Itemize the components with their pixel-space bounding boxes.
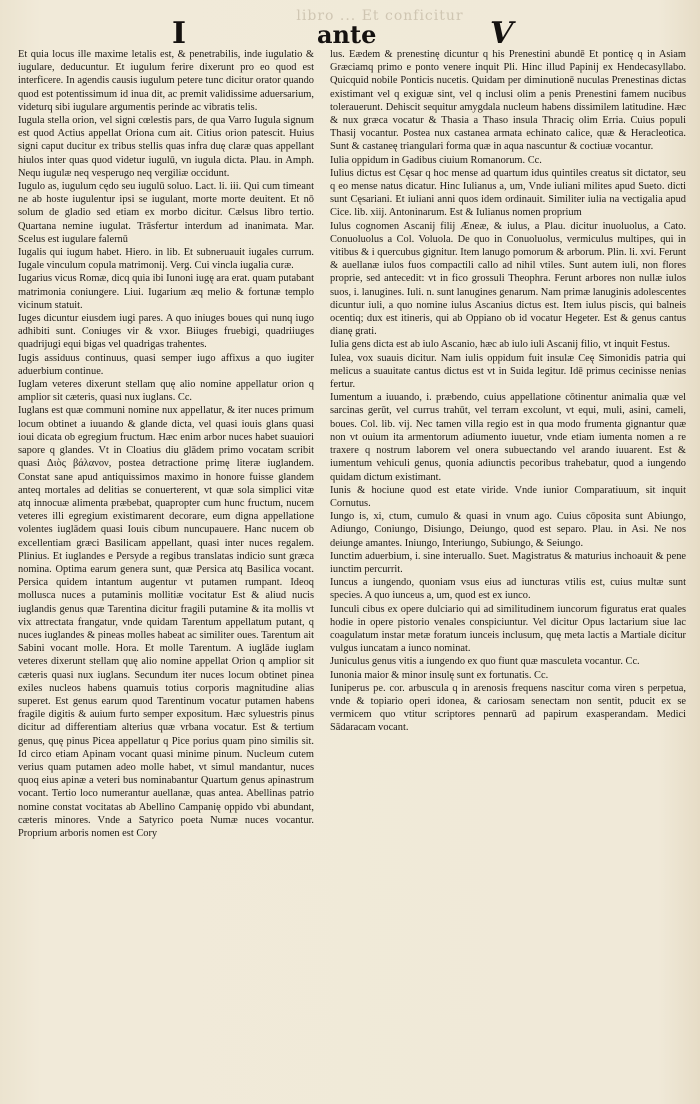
header-letter-left: I <box>172 16 187 51</box>
entry-paragraph: Iugalis qui iugum habet. Hiero. in lib. Et subneruauit iugales currum. Iugale vinculum copula matrimonij. Verg. Cui vincla iugalia curæ. <box>18 247 314 272</box>
entry-paragraph: Iulea, vox suauis dicitur. Nam iulis oppidum fuit insulæ Ceę Simonidis patria qui melicus a suauitate cantus dictus est vt in Suida legitur. Idē primus cecinisse nenias fertur. <box>330 352 686 391</box>
right-column <box>330 48 686 1100</box>
entry-paragraph: Iuges dicuntur eiusdem iugi pares. A quo iniuges boues qui nunq iugo adhibiti sunt. Coniuges vir & vxor. Biiuges fruebigi, quadriiuges quadrijugi equi bigas vel quadrigas trahentes. <box>18 313 314 351</box>
entry-paragraph: Iunculi cibus ex opere dulciario qui ad similitudinem iuncorum figuratus erat quales hodie in opere pistorio venales conspiciuntur. Vel dicitur Opus lactarium siue lac coagulatum instar metæ foratum iunceis inclusum, quę meta lactis a Martiale dicitur vulgus iuncatam a iunco nominat. <box>330 603 686 655</box>
entry-paragraph: Iugarius vicus Romæ, dicq quia ibi Iunoni iugę ara erat. quam putabant matrimonia coniungere. Liui. Iugarium æq melio & fortunæ templo vicinum statuit. <box>18 273 314 311</box>
entry-paragraph: Iunctim aduerbium, i. sine interuallo. Suet. Magistratus & maturius inchoauit & pene iunctim percurrit. <box>330 550 686 575</box>
header-letter-right: V <box>490 16 514 51</box>
entry-paragraph: Iulius dictus est Cęsar q hoc mense ad quartum idus quintiles creatus sit dictator, seu q eo mense natus dicatur. Hinc Iulianus a, um, Vnde iuliani milites apud Sueto. dicti sunt Cęsariani. Et iuliani anni quos idem ordinauit. Similiter iulia na vectigalia apud Cice. lib. xiij. Antoninarum. Est & Iulianus nomen proprium <box>330 167 686 219</box>
entry-paragraph: Iugulo as, iugulum cędo seu iugulū soluo. Lact. li. iii. Qui cum timeant ne ab hoste iugulentur ipsi se iugulant, morte morte deuitent. Et nō solum de gladio sed etiam ex morbo dicitur. Cælsus libro tertio. Quartana nemine iugulat. Trāsfertur interdum ad inanimata. Mar. Scelus est iugulare falernū <box>18 181 314 245</box>
entry-paragraph: Iulia gens dicta est ab iulo Ascanio, hæc ab iulo iuli Ascanij filio, vt inquit Festus. <box>330 339 670 351</box>
entry-paragraph: lus. Eædem & prenestinę dicuntur q his Prenestini abundē Et ponticę q in Asiam Græciamq primo e ponto venere inquit Pli. Hinc illud Papinij ex Hendecasyllabo. Quicquid nobile Ponticis nucetis. Quidam per diminutionē nuculas Prenestinas dictas existimant vel q exiguæ sint, vel q inclusi olim a penis Prenestini famem nucibus tolerauerunt. Dehiscit sequitur amygdala nucleum habens dissimilem latitudine. Hæc & nux græca vocatur & Thasia a Thaso insula Thraciç olim Erria. Cuius populi Thasij vocantur. Postea nux castanea armata echinato calice, quæ & Heracleotica. Sunt & castaneę triangulari forma quæ in aqua nascuntur & coctiuæ vocantur. <box>330 49 686 153</box>
entry-paragraph: Iumentum a iuuando, i. præbendo, cuius appellatione cōtinentur animalia quæ vel sarcinas gerūt, vel currus trahūt, vel terram excolunt, vt equi, muli, asini, cameli, boues. Col. lib. vij. Nec tamen villa regio est in qua modo frumenta gignantur quæ non vt ouium ita armentorum adiumento iuuetur, vnde etiam iumenta nomen a re traxere q nostrum laborem vel onera subuectando vel arando iuuarent. Est & iumentum vehiculi genus, quonia adiunctis pecoribus trahebatur, quod a iungendo quidam dictum existimant. <box>330 392 686 483</box>
entry-paragraph: Iunonia maior & minor insulę sunt ex fortunatis. Cc. <box>330 669 549 681</box>
entry-paragraph: Iunis & hociune quod est etate viride. Vnde iunior Comparatiuum, sit inquit Cornutus. <box>330 484 686 509</box>
bleed-through-text: libro ... Et conficitur <box>296 8 464 24</box>
page-header <box>0 8 700 51</box>
entry-paragraph: Juniculus genus vitis a iungendo ex quo fiunt quæ masculeta vocantur. Cc. <box>330 656 640 668</box>
left-column <box>18 48 314 1100</box>
entry-paragraph: Iugula stella orion, vel signi cœlestis pars, de qua Varro Iugula signum est quod Actius appellat Oriona cum ait. Citius orion patescit. Huius signi caput ducitur ex tribus stellis quas infra duę claræ quas appellant hiulos inter quas quod videtur iugulū, vn iugula dicta. Plau. in Amph. Nequ iugulæ neq vesperugo neq vergiliæ occidunt. <box>18 115 314 179</box>
entry-paragraph: Iuglans est quæ communi nomine nux appellatur, & iter nuces primum locum obtinet a iuuando & glande dicta, vel quasi iouis glans quasi ioui dicata ob egregium fructum. Hæc enim arbor nuces habet suauiori sapore q glandes. Vt in Cloatius diu glādem primo vocatam scribit quasi Διὸς βάλανον, postea detractione primę literæ iuglandem. Constat sane apud antiquissimos maximo in honore fuisse glandem anteq mortales ad delitias se conuerterent, vt quæ sola simplici vitæ atq innocuæ alimenta præbebat, quapropter cum hunc fructum, nucem veteres illi egregium existimarent decorare, eum digna appellatione volentes iuglādem quasi Iouis cibum nuncupauere. Hanc nucem ob excellentiam græci Basilicam appellant, quasi inter nuces regalem. Plinius. Et iuglandes e Persyde a regibus translatas indicio sunt græca nomina. Optima earum genera sunt, quæ Persica atq Basilica vocant. Persica quidem intantum augentur vt putamen rumpant. Ideoq mollusca nuces a putaminis mollitiæ vocitatur Est & aliud nucis iuglandis genus quæ Tarentina dicitur fragili putamine & ita mollis vt vix attrectata frangatur, vnde quidam Tarentum appellatum putant, q nuces iuglandes & pineas molles habeat ac similiter oues. Tarentum ait Sabini vocant molle. Hora. Et molle Tarentum. A iuglāde iuglam veteres dixerunt stellam quę alio nomine appellat Orion q amplior sit cæteris quasi nux iuglans. Secundum iter nuces locum obtinet pinea exiles nucleos habens quamuis totius corporis magnitudine alias superet. Est genus earum quod Tarentinum vocatur putamen habens fragile digitis & auium furto semper expositum. Hæc syluestris pinus dicitur ad differentiam alterius quæ vrbana vocatur. Est & tertium genus, quę pinus Picea appellatur q Pice porius quam pino similis sit. Id circo etiam Apinam vocant quasi minime pinum. Nucleum cutem verius quam putamen adeo molle habet, vt simul mandantur, nuces quoq eius apinæ a veteri bus nominabantur Quartum genus apinastrum vocant. Tertio loco numerantur auellanæ, quas antea. Abellinas patrio nomine constat vocitatas ab Abellino Campanię oppido vbi abundant, cæteris minores. Vnde a Satyrico poeta Numæ nuces vocantur. Proprium arboris nomen est Cory <box>18 405 314 839</box>
entry-paragraph: Et quia locus ille maxime letalis est, & penetrabilis, inde iugulatio & iugulare, deducuntur. Et iugulum ferire dixerunt pro eo quod est interficere. In agendis causis iugulum petere tunc dicitur orator quando quod est potentissimum id inua dit, ac premit validissime aduersarium, videturq sibi iugulare argumentis perinde ac vibratis telis. <box>18 49 314 113</box>
entry-paragraph: Iugis assiduus continuus, quasi semper iugo affixus a quo iugiter aduerbium continue. <box>18 352 314 377</box>
entry-paragraph: Iuncus a iungendo, quoniam vsus eius ad iuncturas vtilis est, cuius multæ sunt species. A quo iunceus a, um, quod est ex iunco. <box>330 577 686 602</box>
entry-paragraph: Iungo is, xi, ctum, cumulo & quasi in vnum ago. Cuius cōposita sunt Abiungo, Adiungo, Coniungo, Disiungo, Deiungo, quod est separo. Plau. in Asi. Ne nos deiunge amantes. Iniungo, Interiungo, Subiungo, & Seiungo. <box>330 511 686 549</box>
entry-paragraph: Iuniperus pe. cor. arbuscula q in arenosis frequens nascitur coma viren s perpetua, vnde & topiario operi idonea, & cariosam senectam non sentit, pducit ex se vermicem quo vtitur scriptores pennarū ad papirum exasperandam. Medici Sādaracam vocant. <box>330 682 686 734</box>
entry-paragraph: Iuglam veteres dixerunt stellam quę alio nomine appellatur orion q amplior sit cæteris, quasi nux iuglans. Cc. <box>18 379 314 404</box>
entry-paragraph: Iulus cognomen Ascanij filij Æneæ, & iulus, a Plau. dicitur inuoluolus, a Cato. Conuoluolus a Col. Voluola. De quo in Conuoluolus, vermiculus multipes, qui in vitibus & i quercubus gignitur. Item lanugo pomorum & arborum. Plin. li. xvi. Ferunt & auellanæ iulos fuos compactili callo ad nihil vtiles. Sunt autem iuli, non flores proprie, sed antecedit: vt in fico grossuli Theophra. Ferunt arbores non nullæ iulos suos, i. lanugines. Iuli. n. sunt lanugines genarum. Nam primæ lanuginis adolescentes dicuntur iuli, a quo nomine iulus Ascanius dictus est. Item iulus piscis, qui balneis ocentiq; dux est itineris, qui ab Oppiano ob id vocatur Hegeter. Est & genus cantus dianę grati. <box>330 220 686 338</box>
entry-paragraph: Iulia oppidum in Gadibus ciuium Romanorum. Cc. <box>330 154 542 166</box>
header-word-center: ante <box>317 20 377 49</box>
